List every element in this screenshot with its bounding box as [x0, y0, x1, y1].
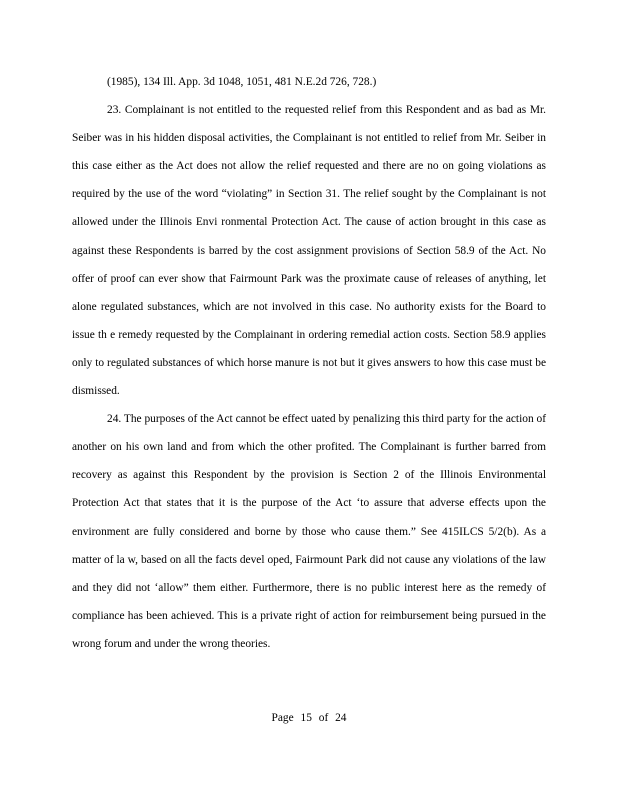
- total-pages: 24: [335, 712, 347, 724]
- paragraph-23: 23. Complainant is not entitled to the requested relief from this Respondent and as bad as Mr. Seiber was in his hidden disposal activities, the Complainant is not entitled to relief from Mr. Seiber in this case either as the Act does not allow the relief requested and there are no on going violations as required by the use of the word “violating” in Section 31. The relief sought by the Complainant is not allowed under the Illinois Envi ronmental Protection Act. The cause of action brought in this case as against these Respondents is barred by the cost assignment provisions of Section 58.9 of the Act. No offer of proof can ever show that Fairmount Park was the proximate cause of releases of anything, let alone regulated substances, which are not involved in this case. No authority exists for the Board to issue th e remedy requested by the Complainant in ordering remedial action costs. Section 58.9 applies only to regulated substances of which horse manure is not but it gives answers to how this case must be dismissed.: [72, 104, 546, 398]
- page-number: 15: [300, 712, 312, 724]
- citation-line: (1985), 134 Ill. App. 3d 1048, 1051, 481 N.E.2d 726, 728.): [107, 76, 377, 88]
- document-body: [72, 68, 546, 658]
- paragraph-24: 24. The purposes of the Act cannot be effect uated by penalizing this third party for the action of another on his own land and from which the other profited. The Complainant is further barred from recovery as against this Respondent by the provision is Section 2 of the Illinois Environmental Protection Act that states that it is the purpose of the Act ‘to assure that adverse effects upon the environment are fully considered and borne by those who cause them.” See 415ILCS 5/2(b). As a matter of la w, based on all the facts devel oped, Fairmount Park did not cause any violations of the law and they did not ‘allow” them either. Furthermore, there is no public interest here as the remedy of compliance has been achieved. This is a private right of action for reimbursement being pursued in the wrong forum and under the wrong theories.: [72, 413, 546, 650]
- of-label: of: [318, 712, 329, 724]
- page-footer: [0, 710, 618, 726]
- page-label: Page: [271, 712, 294, 724]
